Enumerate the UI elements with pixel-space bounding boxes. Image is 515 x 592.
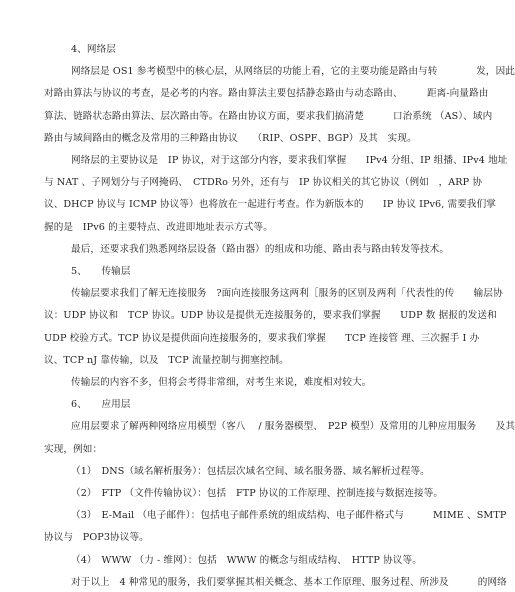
paragraph-line: 对路由算法与协议的考查，是必考的内容。路由算法主要包括静态路由与动态路由、 距离-向量路由	[44, 88, 489, 99]
paragraph-line: 议、DHCP 协议与 ICMP 协议等）也将放在一起进行考查。作为新版本的 IP 协议 IPv6, 需要我们掌	[44, 199, 497, 210]
section-heading-network-layer: 4、网络层	[71, 44, 116, 55]
paragraph-line: 实现，例如：	[44, 444, 103, 455]
paragraph-line: 传输层要求我们了解无连接服务 ?面向连接服务这两利［服务的区别及两利「代表性的传 输层协	[71, 288, 503, 299]
paragraph-line: 路由与域间路由的概念及常用的三种路由协议 （RIP、OSPF、BGP）及其 实现。	[44, 133, 417, 144]
paragraph-line: 算法、链路状态路由算法、层次路由等。在路由协议方面，要求我们搞清楚 口治系统 （AS）、域内	[44, 111, 493, 122]
paragraph-line: 应用层要求了解两种网络应用模型（客八 / 服务器模型、 P2P 模型）及常用的儿种应用服务 及其	[71, 421, 515, 432]
section-heading-application-layer: 6、 应用层	[71, 399, 131, 410]
paragraph-line: 议、TCP nJ 靠传输，以及 TCP 流量控制与拥塞控制。	[44, 355, 289, 366]
paragraph-line: 传输层的内容不多，但将会考得非常细，对考生来说，难度相对较大。	[71, 377, 372, 388]
paragraph-line: 网络层的主要协议是 IP 协议，对于这部分内容，要求我们掌握 IPv4 分组、IP 组播、IPv4 地址	[71, 155, 508, 166]
list-item-www: （4） WWW （力 - 维网）：包括 WWW 的概念与组成结构、 HTTP 协议等。	[71, 555, 422, 566]
paragraph-line: 议：UDP 协议和 TCP 协议。UDP 协议是提供无连接服务的，要求我们掌握 UDP 数 据报的发送和	[44, 310, 497, 321]
paragraph-line: 对于以上 4 种常见的服务，我们要掌握其相关概念、基本工作原理、服务过程、所涉及 的网络	[71, 577, 507, 588]
paragraph-line: 与 NAT 、子网划分与子网掩码、 CTDRo 另外，还有与 IP 协议相关的其它协议（例如 ，ARP 协	[44, 177, 483, 188]
paragraph-line: 网络层是 OS1 参考模型中的核心层，从网络层的功能上看，它的主要功能是路由与转 发，因此	[71, 66, 515, 77]
list-item-email: （3） E-Mail （电子邮件）：包括电子邮件系统的组成结构、电子邮件格式与 MIME 、SMTP	[71, 510, 507, 521]
list-item-dns: （1） DNS（域名解析服务）：包括层次域名空间、域名服务器、域名解析过程等。	[71, 466, 430, 477]
paragraph-line: 协议与 POP3协议等。	[44, 532, 149, 543]
paragraph-line: 最后，还要求我们熟悉网络层设备（路由器）的组成和功能、路由表与路由转发等技术。	[71, 244, 450, 255]
list-item-ftp: （2） FTP （文件传输协议）：包括 FTP 协议的工作原理、控制连接与数据连接等。	[71, 488, 444, 499]
paragraph-line: 握的是 IPv6 的主要特点、改进即地址表示方式等。	[44, 222, 273, 233]
section-heading-transport-layer: 5、 传输层	[71, 266, 131, 277]
paragraph-line: UDP 校验方式。TCP 协议是提供面向连接服务的，要求我们掌握 TCP 连接管 理、三次握手 I 办	[44, 333, 480, 344]
